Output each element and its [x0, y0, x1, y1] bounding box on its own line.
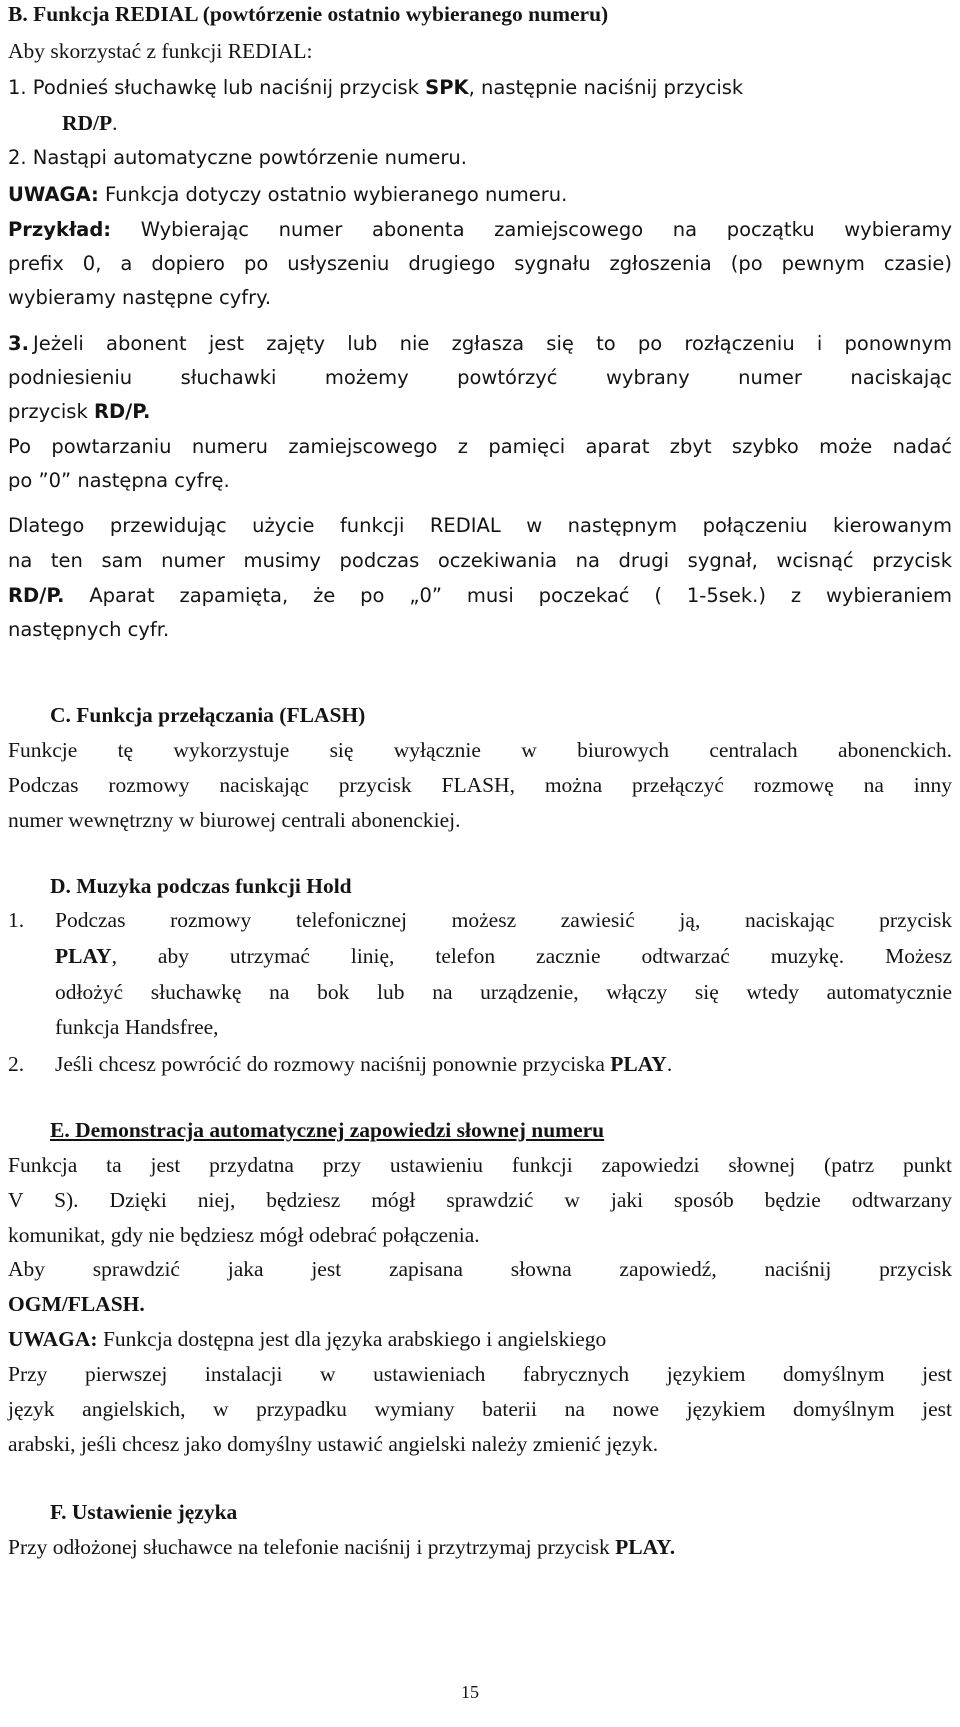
section-b-repeat-line-1: Po powtarzaniu numeru zamiejscowego z pamięci aparat zbyt szybko może nadać [8, 435, 952, 458]
section-d-item-1-line-3: odłożyć słuchawkę na bok lub na urządzenie, włączy się wtedy automatycznie [55, 980, 952, 1004]
section-d-item-2-number: 2. [8, 1052, 25, 1076]
section-b-therefore-line-1: Dlatego przewidując użycie funkcji REDIAL w następnym połączeniu kierowanym [8, 514, 952, 537]
section-c-line-2: Podczas rozmowy naciskając przycisk FLASH, można przełączyć rozmowę na inny [8, 773, 952, 797]
section-b-intro: Aby skorzystać z funkcji REDIAL: [8, 39, 313, 63]
section-e-line-4: Aby sprawdzić jaka jest zapisana słowna zapowiedź, naciśnij przycisk [8, 1257, 952, 1281]
section-e-note: UWAGA: Funkcja dostępna jest dla języka arabskiego i angielskiego [8, 1327, 607, 1351]
section-e-line-1: Funkcja ta jest przydatna przy ustawieniu funkcji zapowiedzi słownej (patrz punkt [8, 1153, 952, 1177]
section-b-therefore-line-3: RD/P. Aparat zapamięta, że po „0” musi poczekać ( 1-5sek.) z wybieraniem [8, 584, 952, 607]
section-b-therefore-line-4: następnych cyfr. [8, 618, 170, 641]
section-b-step-3-line-1: Jeżeli abonent jest zajęty lub nie zgłasza się to po rozłączeniu i ponownym [33, 332, 952, 355]
section-b-example-line-1: Przykład: Wybierając numer abonenta zamiejscowego na początku wybieramy [8, 218, 952, 241]
section-d-item-1-line-1: Podczas rozmowy telefonicznej możesz zawiesić ją, naciskając przycisk [55, 908, 952, 932]
section-b-example-line-3: wybieramy następne cyfry. [8, 286, 272, 309]
section-e-line-5: OGM/FLASH. [8, 1292, 145, 1316]
section-f-heading: F. Ustawienie języka [50, 1500, 238, 1524]
section-b-step-3-line-2: podniesieniu słuchawki możemy powtórzyć wybrany numer naciskając [8, 366, 952, 389]
section-e-line-9: arabski, jeśli chcesz jako domyślny ustawić angielski należy zmienić język. [8, 1432, 659, 1456]
section-b-note: UWAGA: Funkcja dotyczy ostatnio wybieranego numeru. [8, 183, 568, 206]
section-d-item-1-number: 1. [8, 908, 25, 932]
section-b-step-2: 2. Nastąpi automatyczne powtórzenie numeru. [8, 146, 467, 169]
section-b-step-3-line-3: przycisk RD/P. [8, 400, 151, 423]
section-e-line-2: V S). Dzięki niej, będziesz mógł sprawdzić w jaki sposób będzie odtwarzany [8, 1188, 952, 1212]
section-e-line-8: język angielskich, w przypadku wymiany baterii na nowe językiem domyślnym jest [8, 1397, 952, 1421]
section-b-step-3-number: 3. [8, 332, 29, 355]
section-c-line-3: numer wewnętrzny w biurowej centrali abonenckiej. [8, 808, 461, 832]
section-d-item-1-line-2: PLAY, aby utrzymać linię, telefon zacznie odtwarzać muzykę. Możesz [55, 944, 952, 968]
section-b-step-1: 1. Podnieś słuchawkę lub naciśnij przycisk SPK, następnie naciśnij przycisk [8, 76, 744, 99]
section-e-line-3: komunikat, gdy nie będziesz mógł odebrać połączenia. [8, 1223, 480, 1247]
section-b-step-1-cont: RD/P. [62, 111, 118, 135]
section-d-heading: D. Muzyka podczas funkcji Hold [50, 874, 352, 898]
section-b-repeat-line-2: po ”0” następna cyfrę. [8, 469, 230, 492]
section-e-heading: E. Demonstracja automatycznej zapowiedzi słownej numeru [50, 1118, 605, 1142]
section-d-item-1-line-4: funkcja Handsfree, [55, 1015, 219, 1039]
section-b-heading: B. Funkcja REDIAL (powtórzenie ostatnio wybieranego numeru) [8, 2, 609, 26]
section-f-line-1: Przy odłożonej słuchawce na telefonie naciśnij i przytrzymaj przycisk PLAY. [8, 1535, 676, 1559]
section-c-line-1: Funkcje tę wykorzystuje się wyłącznie w biurowych centralach abonenckich. [8, 738, 952, 762]
section-c-heading: C. Funkcja przełączania (FLASH) [50, 703, 366, 727]
section-b-therefore-line-2: na ten sam numer musimy podczas oczekiwania na drugi sygnał, wcisnąć przycisk [8, 549, 952, 572]
section-d-item-2: Jeśli chcesz powrócić do rozmowy naciśnij ponownie przyciska PLAY. [55, 1052, 673, 1076]
section-b-example-line-2: prefix 0, a dopiero po usłyszeniu drugiego sygnału zgłoszenia (po pewnym czasie) [8, 252, 952, 275]
page-number: 15 [461, 1682, 479, 1702]
section-e-line-7: Przy pierwszej instalacji w ustawieniach fabrycznych językiem domyślnym jest [8, 1362, 952, 1386]
